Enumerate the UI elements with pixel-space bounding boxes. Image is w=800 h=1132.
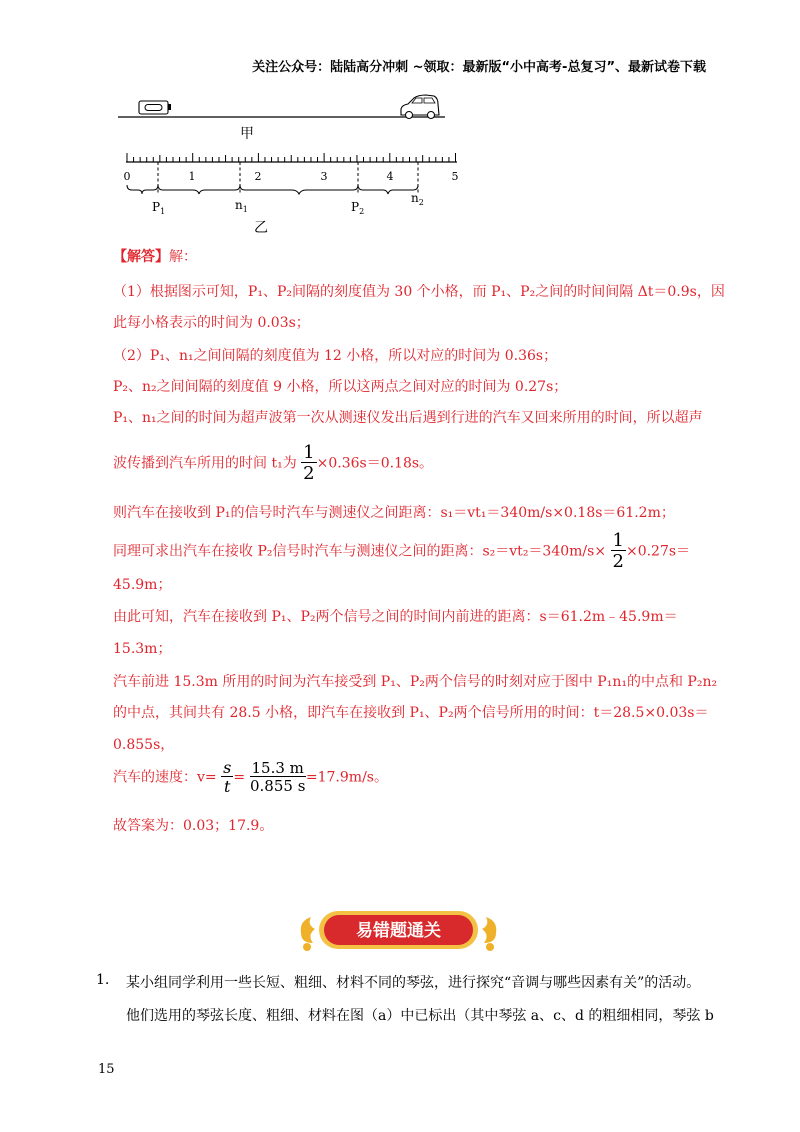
label-n1: $n_1$ [235, 198, 248, 214]
solution-heading: 【解答】 [113, 249, 169, 265]
fraction-velocity: $\frac{15.3 m}{0.855 s}$ [249, 759, 306, 795]
solution-line: 汽车的速度：v= $\frac{s}{t}$ = $\frac{15.3 m}{0.855 s}$ =17.9m/s。 [113, 758, 388, 796]
question-line: 某小组同学利用一些长短、粗细、材料不同的琴弦，进行探究“音调与哪些因素有关”的活动。 [126, 975, 701, 991]
solution-line: 同理可求出汽车在接收 P₂信号时汽车与测速仪之间的距离：s₂＝vt₂＝340m/s× $\frac{1}{2}$ ×0.27s＝ [113, 530, 691, 572]
question-number: 1. [96, 972, 110, 988]
solution-line: 故答案为：0.03；17.9。 [113, 818, 274, 834]
solution-line: 45.9m； [113, 577, 172, 593]
section-banner [297, 903, 500, 957]
solution-line: P₁、n₁之间的时间为超声波第一次从测速仪发出后遇到行进的汽车又回来所用的时间，所以超声 [113, 410, 703, 426]
scale-number: 2 [254, 170, 262, 183]
diagram-figure [100, 90, 480, 240]
scale-numbers [124, 170, 459, 183]
solution-line: （2）P₁、n₁之间间隔的刻度值为 12 小格，所以对应的时间为 0.36s； [113, 348, 558, 364]
scale-ticks [127, 153, 456, 162]
fraction-half: $\frac{1}{2}$ [303, 442, 315, 484]
speed-detector-icon [139, 101, 171, 114]
solution-line: 波传播到汽车所用的时间 t₁为 $\frac{1}{2}$ ×0.36s＝0.18s。 [113, 442, 434, 484]
fraction-half: $\frac{1}{2}$ [612, 530, 624, 572]
braces [127, 185, 418, 194]
scale-number: 3 [320, 170, 328, 183]
label-yi: 乙 [254, 220, 268, 236]
page-number: 15 [98, 1062, 115, 1077]
solution-line: P₂、n₂之间间隔的刻度值 9 小格，所以这两点之间对应的时间为 0.27s； [113, 379, 568, 395]
fraction-s-over-t: $\frac{s}{t}$ [223, 758, 232, 796]
car-icon [401, 95, 439, 119]
solution-line: 0.855s， [113, 737, 175, 753]
scale-number: 0 [123, 170, 131, 183]
banner-ornament-right-icon [482, 917, 496, 951]
solution-line: 的中点，其间共有 28.5 小格，即汽车在接收到 P₁、P₂两个信号所用的时间：t＝28.5×0.03s＝ [113, 705, 709, 721]
question-line: 他们选用的琴弦长度、粗细、材料在图（a）中已标出（其中琴弦 a、c、d 的粗细相同，琴弦 b [126, 1008, 714, 1024]
solution-line: 由此可知，汽车在接收到 P₁、P₂两个信号之间的时间内前进的距离：s＝61.2m﹣45.9m＝ [113, 609, 678, 625]
solution-line: 此每小格表示的时间为 0.03s； [113, 315, 310, 331]
banner-text: 易错题通关 [356, 921, 441, 941]
solution-line: （1）根据图示可知，P₁、P₂间隔的刻度值为 30 个小格，而 P₁、P₂之间的时间间隔 Δt＝0.9s，因 [113, 284, 725, 300]
solution-line: 汽车前进 15.3m 所用的时间为汽车接受到 P₁、P₂两个信号的时刻对应于图中 P₁n₁的中点和 P₂n₂ [113, 674, 718, 690]
label-jia: 甲 [240, 126, 254, 142]
solution-line: 则汽车在接收到 P₁的信号时汽车与测速仪之间距离：s₁＝vt₁＝340m/s×0.18s＝61.2m； [113, 505, 675, 521]
marker-labels [152, 191, 424, 216]
label-p2: $P_2$ [351, 200, 365, 216]
scale-number: 4 [386, 170, 394, 183]
page-header: 关注公众号：陆陆高分冲刺 ~领取：最新版“小中高考-总复习”、最新试卷下载 [252, 60, 706, 75]
scale-number: 5 [451, 170, 459, 183]
scale-number: 1 [188, 170, 196, 183]
marker-lines [158, 162, 418, 194]
label-p1: $P_1$ [152, 200, 166, 216]
solution-heading-line: 【解答】解： [113, 249, 197, 265]
solution-line: 15.3m； [113, 641, 172, 657]
banner-ornament-left-icon [301, 917, 315, 951]
label-n2: $n_2$ [411, 191, 424, 207]
